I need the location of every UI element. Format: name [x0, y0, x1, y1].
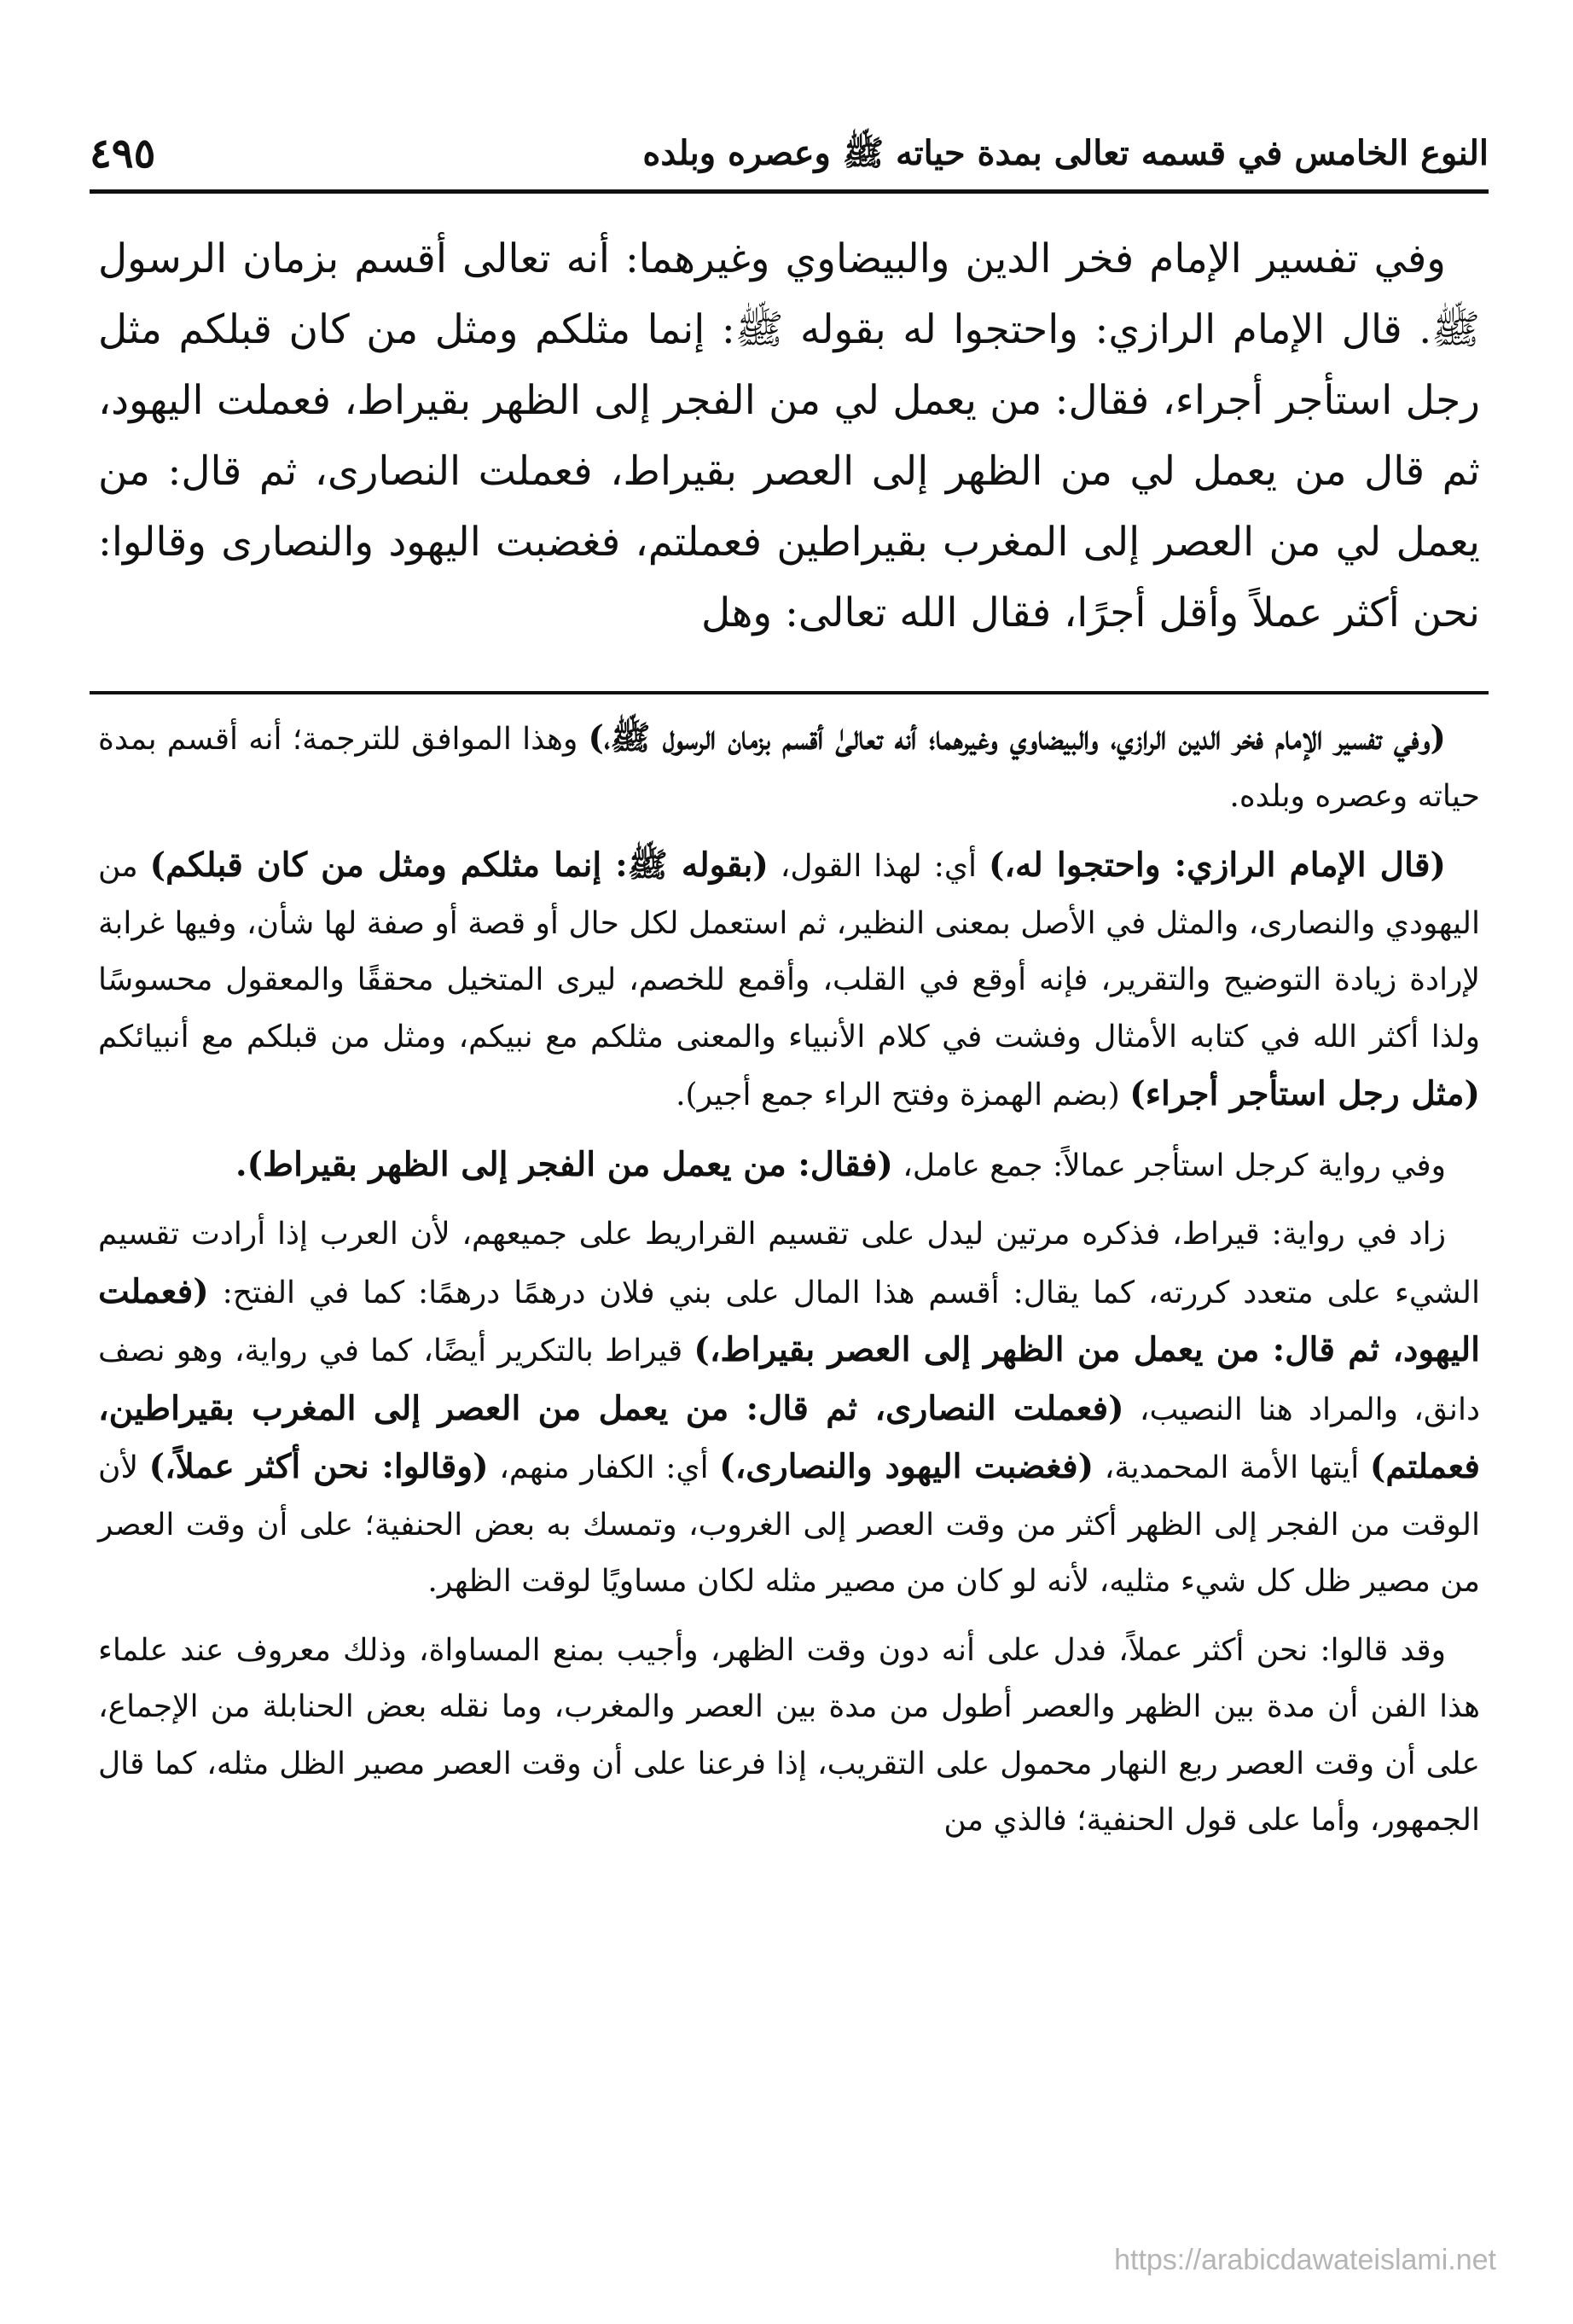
footnote-divider: [90, 691, 1489, 694]
quoted-text: (وفي تفسير الإمام فخر الدين الرازي، والبيضاوي وغيرهما؛ أنه تعالىٰ أقسم بزمان الرسول ﷺ،): [588, 718, 1446, 758]
commentary-text: وهذا الموافق للترجمة؛ أنه أقسم بمدة حياته وعصره وبلده.: [98, 722, 1480, 814]
quoted-text: (مثل رجل استأجر أجراء): [1129, 1074, 1480, 1113]
running-title: النوع الخامس في قسمه تعالى بمدة حياته ﷺ وعصره وبلده: [642, 133, 1489, 173]
main-paragraph: وفي تفسير الإمام فخر الدين والبيضاوي وغيرهما: أنه تعالى أقسم بزمان الرسول ﷺ. قال الإمام الرازي: واحتجوا له بقوله ﷺ: إنما مثلكم ومثل من كان قبلكم مثل رجل استأجر أجراء، فقال: من يعمل لي من الفجر إلى الظهر بقيراط، فعملت اليهود، ثم قال من يعمل لي من الظهر إلى العصر بقيراط، فعملت النصارى، ثم قال: من يعمل لي من العصر إلى المغرب بقيراطين فعملتم، فغضبت اليهود والنصارى وقالوا: نحن أكثر عملاً وأقل أجرًا، فقال الله تعالى: وهل: [98, 235, 1480, 636]
commentary-text: لأن الوقت من الفجر إلى الظهر أكثر من وقت العصر إلى الغروب، وتمسك به بعض الحنفية؛ على أن وقت العصر من مصير ظل كل شيء مثليه، لأنه لو كان من مصير مثله لكان مساويًا لوقت الظهر.: [98, 1450, 1480, 1599]
commentary-paragraph: [98, 1623, 1480, 1850]
commentary-paragraph: [98, 1136, 1480, 1195]
quoted-text: (قال الإمام الرازي: واحتجوا له،): [988, 845, 1446, 885]
page-header: [90, 128, 1489, 188]
commentary-text: أيتها الأمة المحمدية،: [1094, 1450, 1370, 1485]
quoted-text: (وقالوا: نحن أكثر عملاً،): [148, 1447, 489, 1486]
commentary-text: زاد في رواية: قيراط، فذكره مرتين ليدل على تقسيم القراريط على جميعهم، لأن العرب إذا أرادت تقسيم الشيء على متعدد كررته، كما يقال: أقسم هذا المال على بني فلان درهمًا درهمًا: كما في الفتح:: [98, 1217, 1480, 1310]
quoted-text: (فعملت اليهود، ثم قال: من يعمل من الظهر إلى العصر بقيراط،): [98, 1271, 1481, 1369]
main-text: [98, 224, 1480, 648]
commentary-text: قيراط بالتكرير أيضًا، كما في رواية، وهو نصف دانق، والمراد هنا النصيب،: [98, 1333, 1480, 1427]
commentary-text: وفي رواية كرجل استأجر عمالاً: جمع عامل،: [892, 1147, 1446, 1183]
commentary-paragraph: [98, 837, 1480, 1124]
header-rule: [90, 189, 1489, 194]
quoted-text: (فقال: من يعمل من الفجر إلى الظهر بقيراط).: [235, 1144, 893, 1184]
quoted-text: (فعملت النصارى، ثم قال: من يعمل من العصر إلى المغرب بقيراطين، فعملتم): [98, 1388, 1480, 1486]
watermark-url: https://arabicdawateislami.net: [1114, 2244, 1496, 2276]
commentary-text: وقد قالوا: نحن أكثر عملاً، فدل على أنه دون وقت الظهر، وأجيب بمنع المساواة، وذلك معروف عند علماء هذا الفن أن مدة بين الظهر والعصر أطول من مدة بين العصر والمغرب، وما نقله بعض الحنابلة من الإجماع، على أن وقت العصر ربع النهار محمول على التقريب، إذا فرعنا على أن وقت العصر مصير الظل مثله، كما قال الجمهور، وأما على قول الحنفية؛ فالذي من: [98, 1632, 1480, 1838]
commentary-paragraph: [98, 710, 1480, 825]
page-number: ٤٩٥: [90, 130, 156, 177]
quoted-text: (بقوله ﷺ: إنما مثلكم ومثل من كان قبلكم): [149, 845, 769, 885]
commentary-text: (بضم الهمزة وفتح الراء جمع أجير).: [676, 1078, 1130, 1113]
commentary-text: من اليهودي والنصارى، والمثل في الأصل بمعنى النظير، ثم استعمل لكل حال أو قصة أو صفة لها شأن، وفيها غرابة لإرادة زيادة التوضيح والتقرير، فإنه أوقع في القلب، وأقمع للخصم، ليرى المتخيل محققًا والمعقول محسوسًا ولذا أكثر الله في كتابه الأمثال وفشت في كلام الأنبياء والمعنى مثلكم مع نبيكم، ومثل من قبلكم مع أنبيائكم: [98, 849, 1480, 1055]
commentary-text: أي: الكفار منهم،: [488, 1450, 720, 1485]
quoted-text: (فغضبت اليهود والنصارى،): [719, 1447, 1094, 1486]
commentary: [98, 710, 1480, 1862]
commentary-paragraph: [98, 1206, 1480, 1611]
commentary-text: أي: لهذا القول،: [768, 849, 989, 884]
